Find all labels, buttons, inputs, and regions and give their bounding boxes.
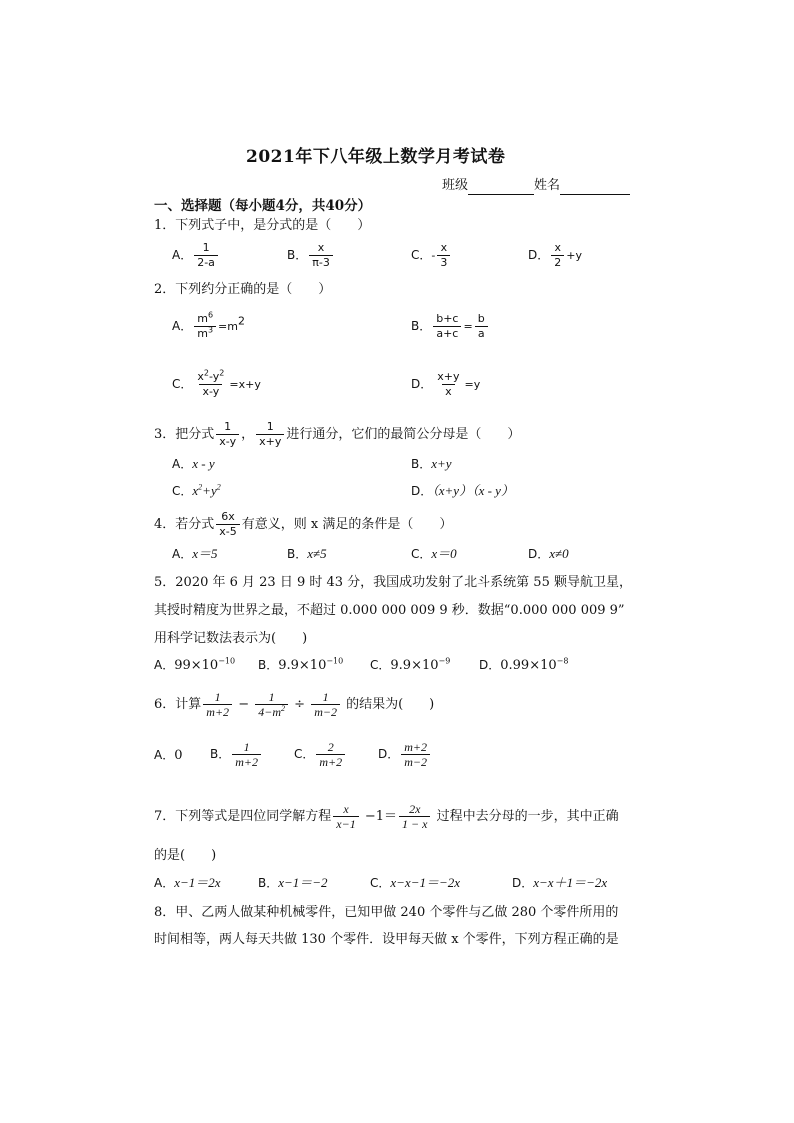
q4-option-a: A．x＝5 [172,546,218,561]
question-7-line-2: 的是( ) [154,848,217,863]
q7-option-c: C．x−x−1＝−2x [370,875,461,890]
q7-option-b: B．x−1＝−2 [258,875,328,890]
q1-option-d: D． $\frac{x}{2}$ +y [528,241,582,269]
q5-option-b: B．$9.9\times 10^{-10}$ [258,656,344,673]
question-1-stem: 1．下列式子中，是分式的是（ ） [154,218,371,233]
question-8-line-1: 8．甲、乙两人做某种机械零件，已知甲做 240 个零件与乙做 280 个零件所用的 [154,905,619,920]
question-3-stem: 3．把分式 $\frac{1}{x-y}$ ， $\frac{1}{x+y}$ 进行通分，它们的最简公分母是（ ） [154,420,521,448]
question-7-stem: 7．下列等式是四位同学解方程 $\frac{x}{x-1}$ −1＝ $\frac{2x}{1 - x}$ 过程中去分母的一步，其中正确 [154,802,619,831]
q1-option-c: C．- $\frac{x}{3}$ [411,241,452,270]
q7-option-a: A．x−1＝2x [154,875,221,890]
q4-option-d: D．x≠0 [528,546,569,561]
q2-option-c: C． $\frac{x^2-y^2}{x-y}$ =x+y [172,368,261,398]
q5-option-c: C．$9.9\times 10^{-9}$ [370,656,451,673]
question-5-line-3: 用科学记数法表示为( ) [154,631,308,646]
question-6-stem: 6．计算 $\frac{1}{m+2}$ − $\frac{1}{4-m^2}$ ÷ $\frac{1}{m-2}$ 的结果为( ) [154,690,435,719]
q3-option-b: B．x+y [411,456,452,471]
q2-option-a: A． $\frac{m^6}{m^3}$ $=m^2$ [172,310,245,340]
section-heading: 一、选择题（每小题4分，共40分） [154,198,372,214]
q2-option-b: B． $\frac{b+c}{a+c}$ = $\frac{b}{a}$ [411,312,490,341]
q4-option-c: C．x＝0 [411,546,457,561]
question-5-line-2: 其授时精度为世界之最，不超过 0.000 000 009 9 秒．数据“0.000 000 009 9” [154,603,625,618]
exam-title: 2021年下八年级上数学月考试卷 [246,147,506,167]
q1-option-b: B． $\frac{x}{\pi-3}$ [287,241,335,270]
name-label: 姓名 [534,178,561,193]
q6-option-a: A．0 [154,748,183,763]
question-5-line-1: 5．2020 年 6 月 23 日 9 时 43 分，我国成功发射了北斗系统第 55 颗导航卫星， [154,575,632,590]
q6-option-c: C． $\frac{2}{m+2}$ [294,740,347,769]
q4-option-b: B．x≠5 [287,546,327,561]
question-8-line-2: 时间相等，两人每天共做 130 个零件．设甲每天做 x 个零件，下列方程正确的是 [154,932,619,947]
q2-option-d: D． $\frac{x+y}{x}$ =y [411,370,481,398]
class-blank[interactable] [468,180,534,195]
q5-option-d: D．$0.99\times 10^{-8}$ [479,656,569,673]
q1-option-a: A． $\frac{1}{2-a}$ [172,241,220,270]
class-name-line [442,177,630,195]
q5-option-a: A．$99\times 10^{-10}$ [154,656,236,673]
q3-option-a: A．x - y [172,456,215,471]
q3-option-d: D．（x+y）（x - y） [411,483,514,498]
q7-option-d: D．x−x＋1＝−2x [512,875,608,890]
question-2-stem: 2．下列约分正确的是（ ） [154,282,332,297]
q3-option-c: C．$x^2+y^2$ [172,482,221,498]
name-blank[interactable] [560,180,630,195]
q6-option-b: B． $\frac{1}{m+2}$ [210,740,263,769]
q6-option-d: D． $\frac{m+2}{m-2}$ [378,740,432,769]
question-4-stem: 4．若分式 $\frac{6x}{x-5}$ 有意义，则 x 满足的条件是（ ） [154,510,453,538]
class-label: 班级 [442,178,469,193]
